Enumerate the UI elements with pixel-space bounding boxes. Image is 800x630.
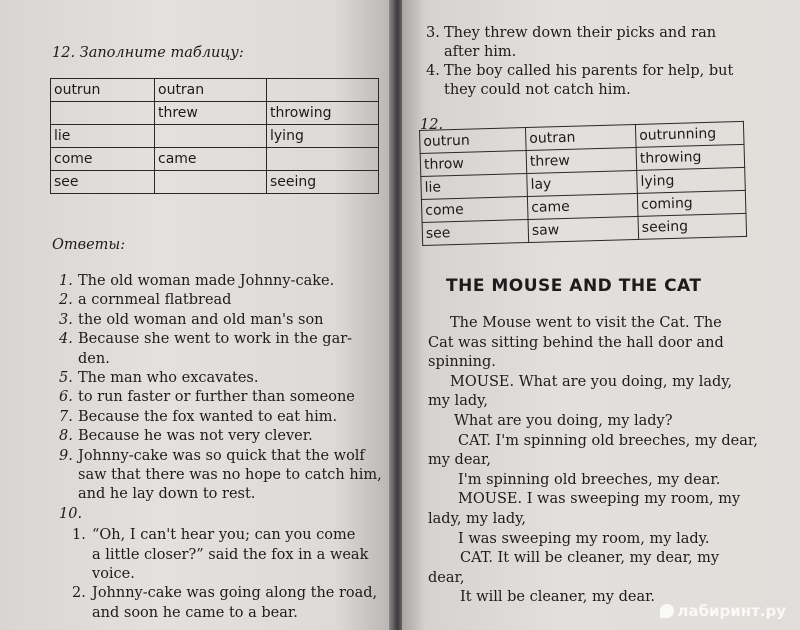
answer-table bbox=[419, 121, 747, 246]
table-cell: lay bbox=[527, 170, 638, 196]
table-cell bbox=[155, 171, 267, 194]
answer-sub-number: 2. bbox=[72, 585, 86, 602]
story-line: my lady, bbox=[428, 393, 488, 410]
story-line: dear, bbox=[428, 569, 465, 586]
table-cell: seeing bbox=[267, 171, 379, 194]
table-cell: come bbox=[51, 148, 155, 171]
left-page bbox=[0, 0, 393, 630]
answer-line: “Oh, I can't hear you; can you come bbox=[92, 527, 356, 544]
table-cell bbox=[155, 125, 267, 148]
table-cell: come bbox=[421, 196, 528, 222]
table-cell: outran bbox=[155, 79, 267, 102]
story-line: It will be cleaner, my dear. bbox=[460, 589, 656, 606]
table-cell bbox=[267, 148, 379, 171]
task-table-row bbox=[51, 102, 379, 125]
story-line: I'm spinning old breeches, my dear. bbox=[458, 471, 721, 488]
table-cell: lie bbox=[51, 125, 155, 148]
answer-line: The man who excavates. bbox=[78, 370, 259, 386]
right-page bbox=[402, 0, 800, 630]
answer-number: 2. bbox=[59, 292, 73, 309]
table-cell bbox=[51, 102, 155, 125]
answer-number: 9. bbox=[59, 447, 73, 464]
item-number: 3. bbox=[426, 25, 440, 41]
answer-line: and he lay down to rest. bbox=[78, 486, 256, 503]
table-cell: lie bbox=[421, 174, 528, 200]
task-table-row bbox=[51, 125, 379, 148]
story-title: THE MOUSE AND THE CAT bbox=[446, 276, 702, 296]
answer-number: 7. bbox=[59, 408, 73, 425]
table-cell: throwing bbox=[636, 144, 745, 170]
answer-number: 4. bbox=[59, 331, 73, 348]
answer-line: The old woman made Johnny-cake. bbox=[78, 273, 335, 289]
story-line: Cat was sitting behind the hall door and bbox=[428, 334, 724, 351]
item-number: 4. bbox=[426, 63, 440, 79]
table-cell: outrun bbox=[420, 128, 527, 154]
answer-line: the old woman and old man's son bbox=[78, 311, 324, 328]
story-line: MOUSE. I was sweeping my room, my bbox=[458, 491, 741, 508]
answer-line: a cornmeal flatbread bbox=[78, 292, 232, 309]
table-heading: 12. bbox=[420, 117, 444, 133]
table-cell: outran bbox=[525, 124, 636, 150]
story-line: What are you doing, my lady? bbox=[454, 413, 673, 429]
answer-number: 1. bbox=[59, 273, 73, 289]
task-table-row bbox=[51, 148, 379, 171]
story-line: MOUSE. What are you doing, my lady, bbox=[450, 373, 733, 390]
answer-number: 3. bbox=[59, 311, 73, 328]
story-line: spinning. bbox=[428, 354, 496, 371]
answer-line: den. bbox=[78, 350, 110, 367]
story-line: The Mouse went to visit the Cat. The bbox=[450, 315, 722, 331]
story-line: CAT. It will be cleaner, my dear, my bbox=[460, 550, 720, 567]
table-cell: throwing bbox=[267, 102, 379, 125]
table-cell: coming bbox=[637, 190, 746, 216]
story-line: lady, my lady, bbox=[428, 511, 527, 527]
answer-number: 8. bbox=[59, 428, 73, 445]
labirint-logo-icon bbox=[660, 604, 674, 618]
answer-line: Johnny-cake was so quick that the wolf bbox=[78, 447, 365, 464]
answer-number: 6. bbox=[59, 389, 73, 406]
answer-line: Because the fox wanted to eat him. bbox=[78, 408, 338, 425]
answer-line: saw that there was no hope to catch him, bbox=[78, 467, 382, 483]
table-cell: seeing bbox=[638, 213, 747, 239]
answer-number: 10. bbox=[59, 505, 83, 522]
task-table-row bbox=[51, 79, 379, 102]
answer-line: a little closer?” said the fox in a weak bbox=[92, 546, 369, 563]
table-cell: lying bbox=[267, 125, 379, 148]
answer-number: 5. bbox=[59, 370, 73, 386]
story-line: CAT. I'm spinning old breeches, my dear, bbox=[458, 432, 758, 449]
task-table bbox=[50, 78, 379, 194]
answer-line: to run faster or further than someone bbox=[78, 389, 355, 406]
table-cell: came bbox=[527, 193, 638, 219]
answer-line: Johnny-cake was going along the road, bbox=[92, 585, 378, 602]
answer-sub-number: 1. bbox=[72, 527, 86, 544]
answer-line: Because he was not very clever. bbox=[78, 428, 313, 445]
table-cell: see bbox=[422, 219, 529, 245]
answer-line: voice. bbox=[92, 566, 135, 582]
table-cell bbox=[267, 79, 379, 102]
table-cell: throw bbox=[420, 151, 527, 177]
task-heading: 12. Заполните таблицу: bbox=[52, 45, 244, 61]
table-cell: lying bbox=[637, 167, 746, 193]
item-line: The boy called his parents for help, but bbox=[444, 63, 734, 79]
story-line: I was sweeping my room, my lady. bbox=[458, 530, 710, 547]
table-cell: came bbox=[155, 148, 267, 171]
table-cell: saw bbox=[528, 216, 639, 242]
answer-line: and soon he came to a bear. bbox=[92, 604, 298, 621]
answer-line: Because she went to work in the gar- bbox=[78, 331, 353, 348]
table-cell: outrun bbox=[51, 79, 155, 102]
watermark: лабиринт.ру bbox=[660, 602, 786, 620]
story-line: my dear, bbox=[428, 452, 492, 469]
table-cell: outrunning bbox=[635, 121, 744, 147]
table-cell: threw bbox=[155, 102, 267, 125]
answers-heading: Ответы: bbox=[52, 237, 126, 253]
item-line: after him. bbox=[444, 44, 517, 60]
item-line: they could not catch him. bbox=[444, 82, 631, 98]
table-cell: threw bbox=[526, 147, 637, 173]
task-table-row bbox=[51, 171, 379, 194]
item-line: They threw down their picks and ran bbox=[444, 25, 717, 41]
table-cell: see bbox=[51, 171, 155, 194]
